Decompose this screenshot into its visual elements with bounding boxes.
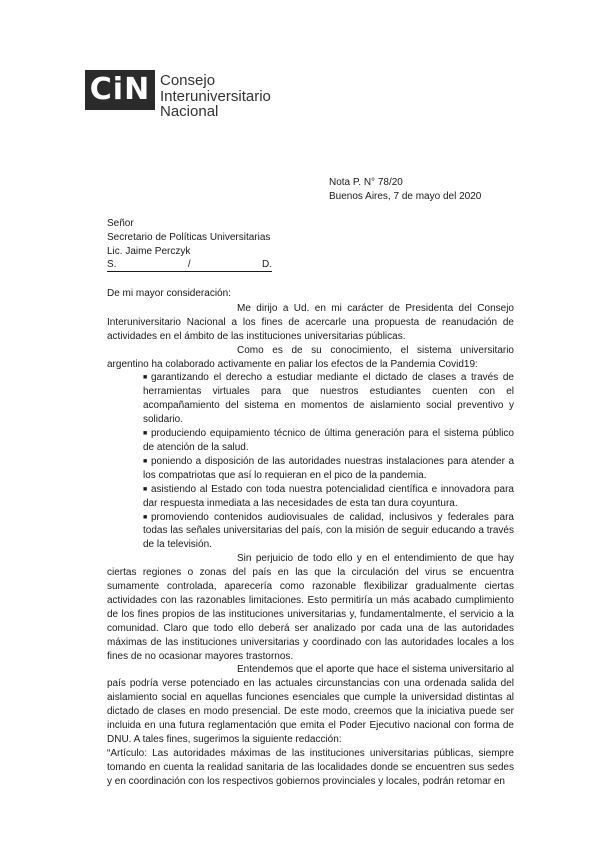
paragraph-4: Entendemos que el aporte que hace el sistema universitario al país podría verse potenciado en las actuales circunstancias con una ordenada salida del aislamiento social en aquellas funciones esenciales que cumple la universidad distintas al dictado de clases en modo presencial. De este modo, creemos que la iniciativa puede ser incluida en una futura reglamentación que emita el Poder Ejecutivo nacional con forma de DNU. A tales fines, sugerimos la siguiente redacción: [107,664,514,745]
paragraph-3: Sin perjuicio de todo ello y en el entendimiento de que hay ciertas regiones o zonas del país en las que la circulación del virus se encuentra sumamente controlada, aparecería como razonable flexibilizar gradualmente ciertas actividades con las razonables limitaciones. Esto permitiría un más acabado cumplimiento de los fines propios de las instituciones universitarias y, fundamentalmente, el servicio a la comunidad. Claro que todo ello deberá ser analizado por cada una de las autoridades máximas de las instituciones universitarias y coordinado con las autoridades locales a los fines de no ocasionar mayores trastornos. [107,553,514,662]
list-item [143,455,514,483]
logo-line-1: Consejo [160,72,216,89]
bullet-icon: ■ [143,457,148,465]
logo-line-2: Interuniversitario [160,87,271,105]
list-item-text: poniendo a disposición de las autoridades nuestras instalaciones para atender a los compatriotas que así lo requieran en el pico de la pandemia. [143,455,514,481]
note-place-date: Buenos Aires, 7 de mayo del 2020 [329,191,482,202]
bullet-icon: ■ [143,430,148,438]
list-item-text: produciendo equipamiento técnico de última generación para el sistema público de atención de la salud. [143,428,514,453]
su-despacho-line [107,259,272,272]
addressee-block [107,217,272,272]
list-item-text: garantizando el derecho a estudiar mediante el dictado de clases a través de herramientas virtuales para que nuestros estudiantes cuenten con el acompañamiento del sistema en momentos de aislamiento social preventivo y solidario. [143,372,514,426]
bullet-icon: ■ [143,374,148,382]
contribution-list [107,371,514,552]
list-item [143,483,514,511]
bullet-icon: ■ [143,513,148,521]
sd-slash: / [187,259,191,270]
list-item-text: asistiendo al Estado con toda nuestra potencialidad científica e innovadora para dar respuesta inmediata a las necesidades de esta tan dura coyuntura. [143,483,514,509]
bullet-icon: ■ [143,485,148,493]
logo-line-3: Nacional [160,103,219,120]
addressee-line-1: Señor [107,218,134,229]
list-item-text: promoviendo contenidos audiovisuales de calidad, inclusivos y federales para todas las señales universitarias del país, con la misión de seguir educando a través de la televisión. [143,511,514,551]
note-header [329,176,481,204]
sd-s: S. [107,259,117,270]
list-item [143,427,514,455]
greeting: De mi mayor consideración: [107,288,231,299]
list-item [143,371,514,427]
paragraph-1: Me dirijo a Ud. en mi carácter de Presidenta del Consejo Interuniversitario Nacional a los fines de acercarle una propuesta de reanudación de actividades en el ámbito de las instituciones universitarias públicas. [107,302,514,342]
letter-body [107,287,514,789]
paragraph-2: Como es de su conocimiento, el sistema universitario argentino ha colaborado activamente en paliar los efectos de la Pandemia Covid19: [107,344,514,370]
sd-d: D. [262,259,272,270]
addressee-line-2: Secretario de Políticas Universitarias [107,232,271,243]
note-number: Nota P. N° 78/20 [329,177,403,188]
addressee-line-3: Lic. Jaime Perczyk [107,246,191,257]
logo-text [160,73,271,120]
logo-mark: CiN [85,70,155,110]
cin-logo [85,70,271,120]
paragraph-5: “Artículo: Las autoridades máximas de las instituciones universitarias públicas, siempre tomando en cuenta la realidad sanitaria de las localidades donde se encuentren sus sedes y en coordinación con los respectivos gobiernos provinciales y locales, podrán retomar en [107,747,514,787]
list-item [143,511,514,553]
